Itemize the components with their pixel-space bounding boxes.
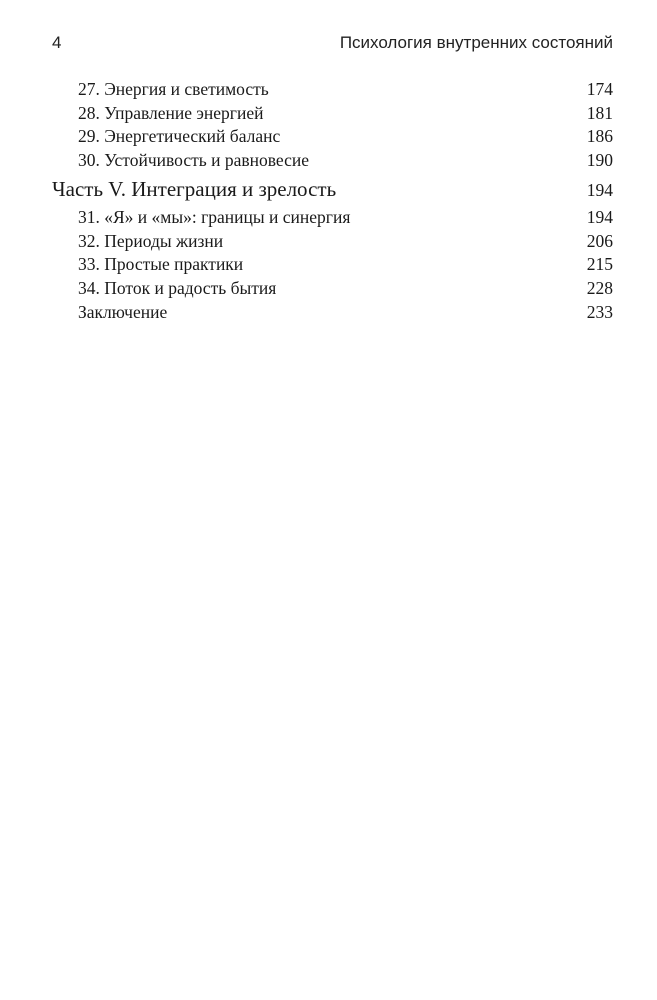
toc-entry-page: 233 [586, 301, 613, 322]
table-of-contents [52, 78, 613, 324]
toc-entry-page: 215 [586, 254, 613, 275]
toc-entry-title: 31. «Я» и «мы»: границы и синергия [78, 206, 351, 227]
toc-entry [52, 78, 613, 102]
toc-entry [52, 149, 613, 173]
toc-entry-title: 32. Периоды жизни [78, 230, 224, 251]
toc-entry-page: 190 [586, 150, 613, 171]
toc-entry-title: 33. Простые практики [78, 254, 244, 275]
page-number: 4 [52, 33, 62, 52]
toc-entry-title: 28. Управление энергией [78, 102, 264, 123]
toc-entry [52, 253, 613, 277]
toc-entry [52, 206, 613, 230]
toc-entry-title: 34. Поток и радость бытия [78, 277, 277, 298]
toc-part-page: 194 [586, 179, 613, 200]
toc-entry [52, 125, 613, 149]
toc-entry [52, 230, 613, 254]
toc-entry-page: 186 [586, 126, 613, 147]
toc-entry-page: 174 [586, 79, 613, 99]
toc-entry-page: 228 [586, 277, 613, 298]
toc-entry-title: 29. Энергетический баланс [78, 126, 281, 147]
toc-entry-title: 27. Энергия и светимость [78, 79, 269, 99]
toc-entry-page: 206 [586, 230, 613, 251]
toc-entry-title: 30. Устойчивость и равновесие [78, 150, 310, 171]
book-title: Психология внутренних состояний [339, 33, 613, 52]
toc-entry-title: Заключение [78, 301, 168, 322]
toc-part-heading [52, 174, 613, 206]
toc-entry [52, 102, 613, 126]
toc-entry [52, 301, 613, 325]
toc-entry [52, 277, 613, 301]
toc-part-title: Часть V. Интеграция и зрелость [52, 176, 337, 201]
running-head [52, 33, 613, 57]
toc-entry-page: 181 [586, 102, 613, 123]
toc-entry-page: 194 [586, 206, 613, 227]
